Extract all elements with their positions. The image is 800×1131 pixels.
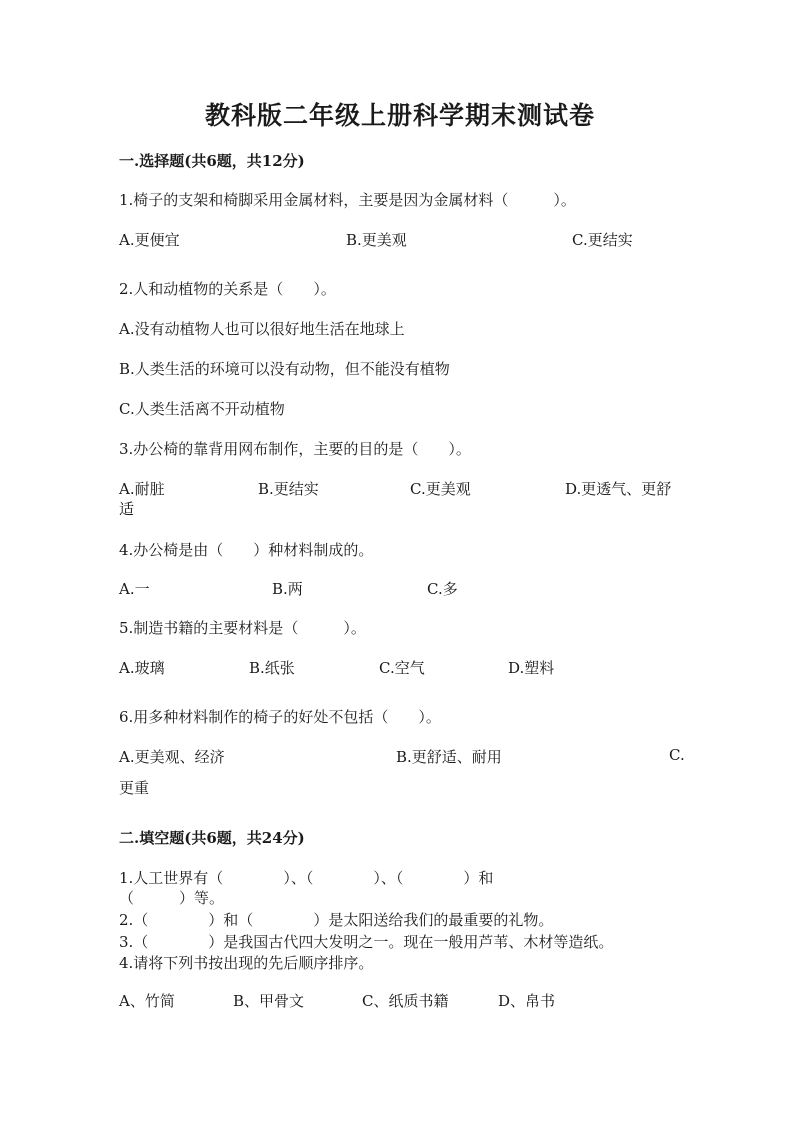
question-1-option-c[interactable]: C.更结实	[572, 231, 633, 249]
question-6-option-b[interactable]: B.更舒适、耐用	[396, 748, 502, 766]
question-3-option-b[interactable]: B.更结实	[258, 480, 319, 498]
question-3-option-c[interactable]: C.更美观	[410, 480, 471, 498]
question-4-stem: 4.办公椅是由（ ）种材料制成的。	[119, 541, 374, 559]
fill-question-4-option-a: A、竹简	[119, 992, 175, 1010]
question-5-option-a[interactable]: A.玻璃	[119, 659, 165, 677]
question-6-option-a[interactable]: A.更美观、经济	[119, 748, 225, 766]
question-3-option-a[interactable]: A.耐脏	[119, 480, 165, 498]
question-4-option-c[interactable]: C.多	[427, 580, 458, 598]
question-6-option-c-wrap: 更重	[119, 779, 150, 797]
fill-question-4: 4.请将下列书按出现的先后顺序排序。	[119, 954, 374, 972]
fill-question-4-option-c: C、纸质书籍	[362, 992, 449, 1010]
question-3-option-d[interactable]: D.更透气、更舒	[565, 480, 672, 498]
fill-question-2: 2.（ ）和（ ）是太阳送给我们的最重要的礼物。	[119, 911, 554, 929]
question-2-stem: 2.人和动植物的关系是（ ）。	[119, 280, 336, 298]
question-4-option-a[interactable]: A.一	[119, 580, 150, 598]
question-3-option-d-wrap: 适	[119, 500, 135, 518]
fill-question-4-option-d: D、帛书	[498, 992, 556, 1010]
question-2-option-c[interactable]: C.人类生活离不开动植物	[119, 400, 285, 418]
page-title: 教科版二年级上册科学期末测试卷	[204, 101, 595, 130]
section1-heading: 一.选择题(共6题，共12分)	[119, 152, 305, 170]
question-2-option-b[interactable]: B.人类生活的环境可以没有动物，但不能没有植物	[119, 360, 450, 378]
question-5-option-c[interactable]: C.空气	[379, 659, 425, 677]
question-6-option-c[interactable]: C.	[669, 746, 685, 764]
fill-question-3: 3.（ ）是我国古代四大发明之一。现在一般用芦苇、木材等造纸。	[119, 933, 614, 951]
question-1-stem: 1.椅子的支架和椅脚采用金属材料，主要是因为金属材料（ ）。	[119, 191, 576, 209]
question-5-stem: 5.制造书籍的主要材料是（ ）。	[119, 619, 366, 637]
section2-heading: 二.填空题(共6题，共24分)	[119, 829, 305, 847]
question-1-option-a[interactable]: A.更便宜	[119, 231, 180, 249]
question-2-option-a[interactable]: A.没有动植物人也可以很好地生活在地球上	[119, 320, 405, 338]
question-3-stem: 3.办公椅的靠背用网布制作，主要的目的是（ ）。	[119, 440, 471, 458]
question-1-option-b[interactable]: B.更美观	[346, 231, 407, 249]
fill-question-1-line1: 1.人工世界有（ ）、（ ）、（ ）和	[119, 869, 494, 887]
question-5-option-d[interactable]: D.塑料	[508, 659, 555, 677]
fill-question-1-line2: （ ）等。	[119, 889, 225, 907]
question-4-option-b[interactable]: B.两	[272, 580, 303, 598]
fill-question-4-option-b: B、甲骨文	[233, 992, 305, 1010]
question-5-option-b[interactable]: B.纸张	[249, 659, 295, 677]
question-6-stem: 6.用多种材料制作的椅子的好处不包括（ ）。	[119, 708, 441, 726]
